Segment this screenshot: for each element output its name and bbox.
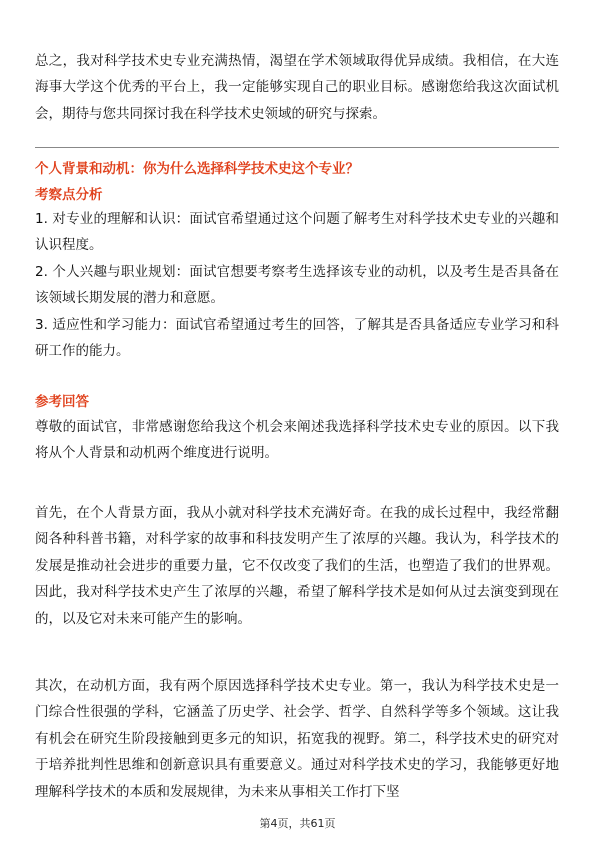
analysis-item: 2. 个人兴趣与职业规划：面试官想要考察考生选择该专业的动机，以及考生是否具备在该领域长期发展的潜力和意愿。 xyxy=(35,263,559,307)
answer-paragraph: 首先，在个人背景方面，我从小就对科学技术充满好奇。在我的成长过程中，我经常翻阅各种科普书籍，对科学家的故事和科技发明产生了浓厚的兴趣。我认为，科学技术的发展是推动社会进步的重要力量，它不仅改变了我们的生活，也塑造了我们的世界观。因此，我对科学技术史产生了浓厚的兴趣，希望了解科学技术是如何从过去演变到现在的，以及它对未来可能产生的影响。 xyxy=(35,505,559,627)
question-title: 个人背景和动机：你为什么选择科学技术史这个专业？ xyxy=(35,161,359,177)
intro-paragraph: 总之，我对科学技术史专业充满热情，渴望在学术领域取得优异成绩。我相信，在大连海事大学这个优秀的平台上，我一定能够实现自己的职业目标。感谢您给我这次面试机会，期待与您共同探讨我在科学技术史领域的研究与探索。 xyxy=(35,53,559,122)
section-divider xyxy=(35,147,559,148)
analysis-item: 3. 适应性和学习能力：面试官希望通过考生的回答，了解其是否具备适应专业学习和科研工作的能力。 xyxy=(35,316,559,360)
analysis-heading: 考察点分析 xyxy=(35,187,103,203)
analysis-item: 1. 对专业的理解和认识：面试官希望通过这个问题了解考生对科学技术史专业的兴趣和认识程度。 xyxy=(35,211,559,254)
answer-paragraph: 尊敬的面试官，非常感谢您给我这个机会来阐述我选择科学技术史专业的原因。以下我将从个人背景和动机两个维度进行说明。 xyxy=(35,419,559,462)
answer-paragraph: 其次，在动机方面，我有两个原因选择科学技术史专业。第一，我认为科学技术史是一门综合性很强的学科，它涵盖了历史学、社会学、哲学、自然科学等多个领域。这让我有机会在研究生阶段接触到更多元的知识，拓宽我的视野。第二，科学技术史的研究对于培养批判性思维和创新意识具有重要意义。通过对科学技术史的学习，我能够更好地理解科学技术的本质和发展规律，为未来从事相关工作打下坚 xyxy=(35,678,559,800)
answer-heading: 参考回答 xyxy=(35,394,89,410)
page-number: 第4页，共61页 xyxy=(259,817,336,830)
analysis-list xyxy=(35,206,559,364)
